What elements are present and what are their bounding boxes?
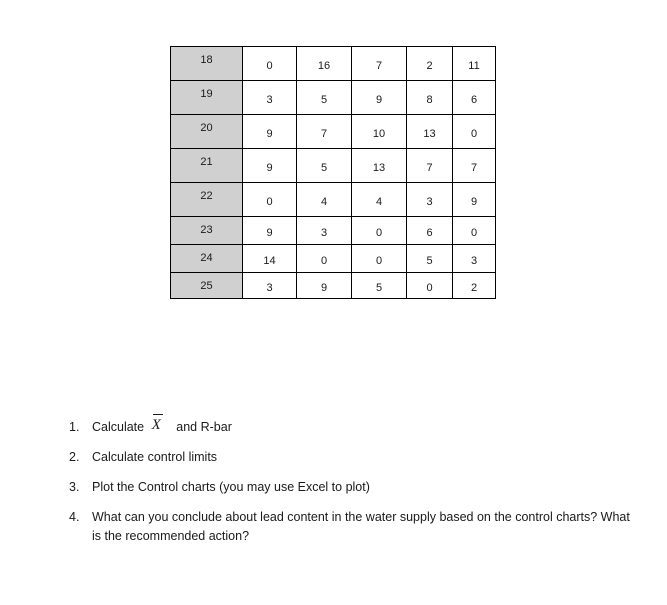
- table-cell: 13: [352, 149, 407, 183]
- data-table: [170, 46, 496, 299]
- question-number: 1.: [69, 420, 80, 434]
- table-cell: 7: [453, 149, 496, 183]
- sample-number: 23: [171, 217, 243, 245]
- x-bar-symbol: X: [151, 417, 161, 433]
- table-cell: 2: [453, 273, 496, 299]
- question-list: [69, 418, 639, 557]
- table-cell: 4: [352, 183, 407, 217]
- table-cell: 0: [352, 217, 407, 245]
- question-item: [69, 478, 639, 497]
- sample-number: 24: [171, 245, 243, 273]
- table-cell: 6: [407, 217, 453, 245]
- table-cell: 11: [453, 47, 496, 81]
- sample-number: 25: [171, 273, 243, 299]
- table-cell: 0: [243, 47, 297, 81]
- question-text: Plot the Control charts (you may use Excel to plot): [92, 480, 370, 494]
- table-cell: 0: [453, 217, 496, 245]
- table-cell: 5: [297, 149, 352, 183]
- table-cell: 2: [407, 47, 453, 81]
- table-cell: 7: [352, 47, 407, 81]
- table-cell: 7: [297, 115, 352, 149]
- table-cell: 14: [243, 245, 297, 273]
- table-cell: 3: [297, 217, 352, 245]
- table-cell: 0: [297, 245, 352, 273]
- table-row: [171, 115, 496, 149]
- table-cell: 0: [352, 245, 407, 273]
- table-cell: 3: [453, 245, 496, 273]
- table-cell: 9: [243, 217, 297, 245]
- table-cell: 0: [243, 183, 297, 217]
- table-cell: 4: [297, 183, 352, 217]
- question-text: Calculate control limits: [92, 450, 218, 464]
- table-cell: 9: [352, 81, 407, 115]
- sample-number: 19: [171, 81, 243, 115]
- question-item: [69, 418, 639, 437]
- table-cell: 5: [297, 81, 352, 115]
- question-item: [69, 508, 639, 546]
- table-cell: 7: [407, 149, 453, 183]
- table-row: [171, 183, 496, 217]
- table-cell: 9: [453, 183, 496, 217]
- sample-number: 22: [171, 183, 243, 217]
- table-row: [171, 149, 496, 183]
- table-cell: 0: [453, 115, 496, 149]
- table-row: [171, 47, 496, 81]
- table-cell: 5: [352, 273, 407, 299]
- table-cell: 3: [407, 183, 453, 217]
- question-text: and R-bar: [176, 420, 232, 434]
- sample-number: 21: [171, 149, 243, 183]
- question-item: [69, 448, 639, 467]
- question-number: 3.: [69, 480, 80, 494]
- question-text: Calculate: [92, 420, 145, 434]
- table-row: [171, 81, 496, 115]
- table-cell: 13: [407, 115, 453, 149]
- question-number: 4.: [69, 510, 80, 524]
- table-cell: 6: [453, 81, 496, 115]
- table-cell: 16: [297, 47, 352, 81]
- table-row: [171, 217, 496, 245]
- table-cell: 9: [243, 115, 297, 149]
- question-number: 2.: [69, 450, 80, 464]
- table-cell: 5: [407, 245, 453, 273]
- table-cell: 10: [352, 115, 407, 149]
- question-text: What can you conclude about lead content in the water supply based on the control charts? What is the recommended action?: [92, 510, 630, 543]
- table-cell: 8: [407, 81, 453, 115]
- table-cell: 9: [243, 149, 297, 183]
- table-row: [171, 273, 496, 299]
- table-cell: 3: [243, 273, 297, 299]
- sample-number: 20: [171, 115, 243, 149]
- table-cell: 3: [243, 81, 297, 115]
- table-cell: 9: [297, 273, 352, 299]
- table-cell: 0: [407, 273, 453, 299]
- table-row: [171, 245, 496, 273]
- sample-number: 18: [171, 47, 243, 81]
